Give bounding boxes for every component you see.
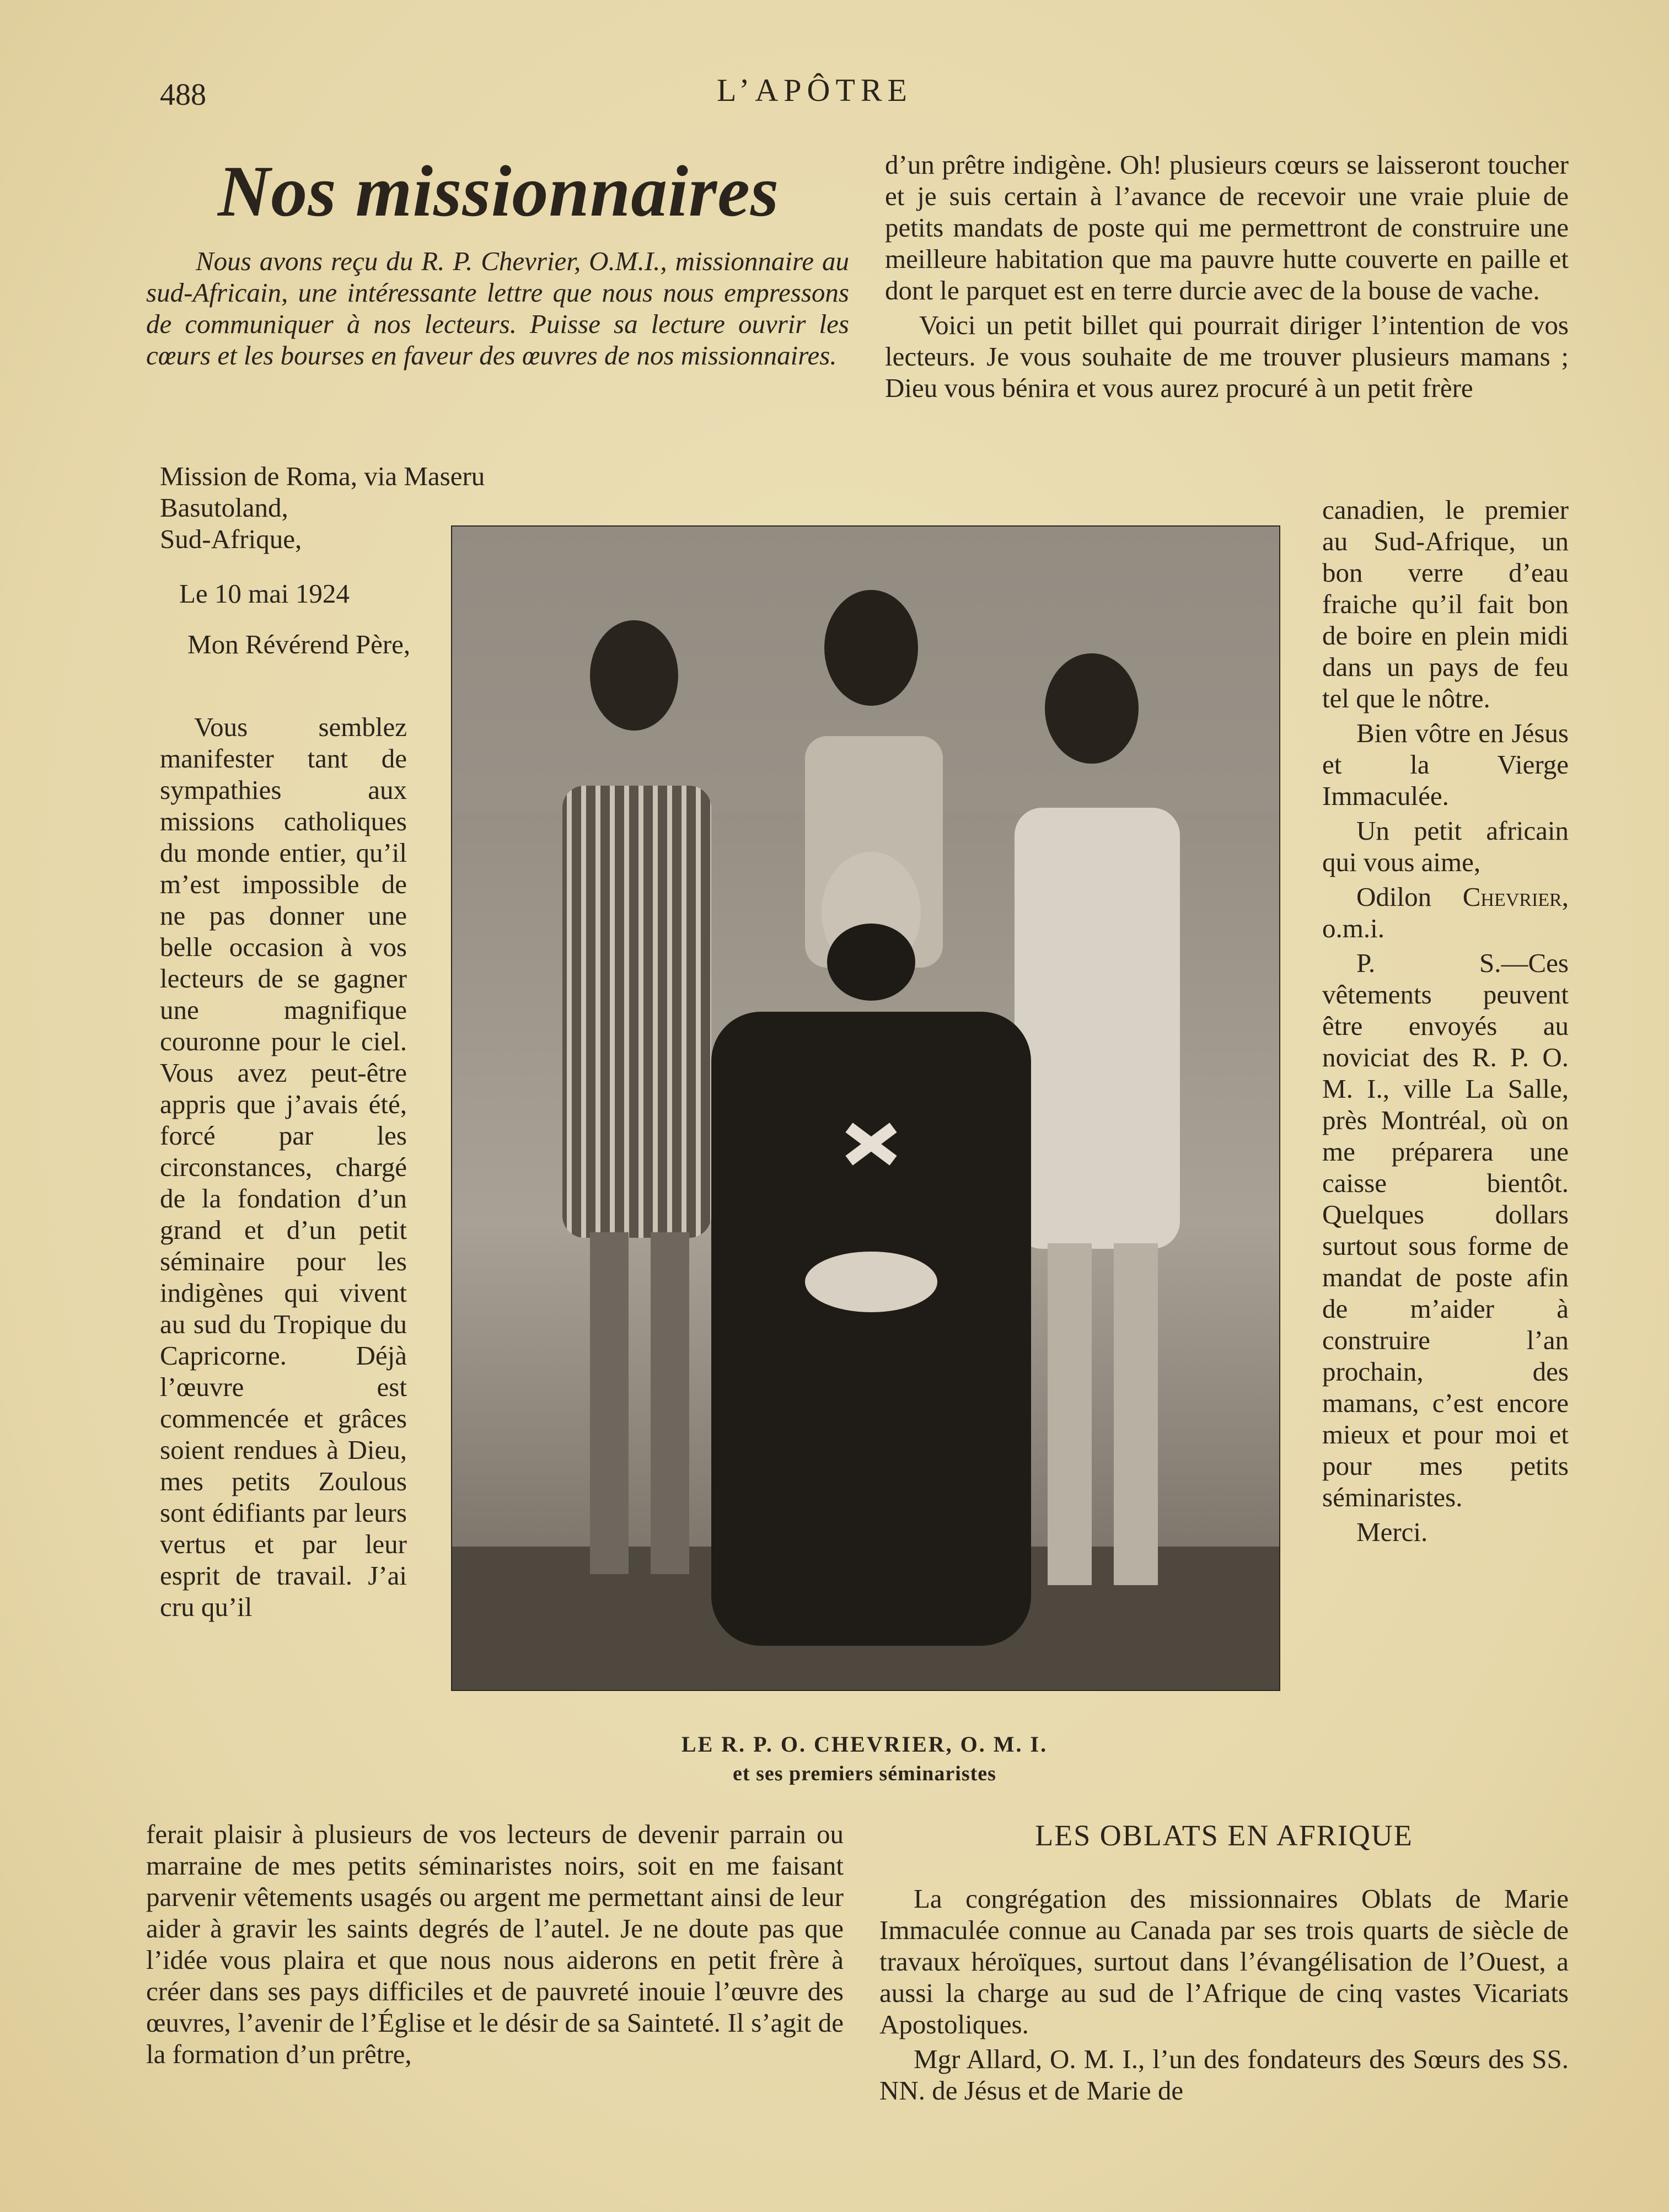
- letter-date: Le 10 mai 1924: [179, 578, 350, 609]
- letter-paragraph: ferait plaisir à plusieurs de vos lecteurs de devenir parrain ou marraine de mes petits séminaristes noirs, soit en me faisant parvenir vêtements usagés ou argent me permettant ainsi de leur aider à gravir les saints degrés de l’autel. Je ne doute pas que l’idée vous plaira et que nous nous aiderons en petit frère à créer dans ses pays difficiles et de pauvreté inouie l’œuvre des œuvres, l’avenir de l’Église et le désir de sa Sainteté. Il s’agit de la formation d’un prêtre,: [146, 1819, 844, 2069]
- letter-closing: Bien vôtre en Jésus et la Vierge Immaculée.: [1322, 718, 1569, 811]
- letter-signature: [1322, 881, 1569, 944]
- section-paragraph: La congrégation des missionnaires Oblats de Marie Immaculée connue au Canada par ses trois quarts de siècle de travaux héroïques, surtout dans l’évangélisation de l’Ouest, a aussi la charge au sud de l’Afrique de cinq vastes Vicariats Apostoliques.: [879, 1883, 1569, 2039]
- address-line: Sud-Afrique,: [160, 524, 302, 554]
- signature-surname: Chevrier: [1462, 882, 1562, 912]
- photo-illustration: [452, 527, 1279, 1690]
- running-title: L’APÔTRE: [717, 72, 913, 108]
- letter-paragraph: Voici un petit billet qui pourrait diriger l’intention de vos lecteurs. Je vous souhaite de me trouver plusieurs mamans ; Dieu vous bénira et vous aurez procuré à un petit frère: [885, 310, 1569, 403]
- letter-left-column: [160, 711, 407, 1626]
- letter-closing-2: Un petit africain qui vous aime,: [1322, 815, 1569, 877]
- letter-right-top: [885, 149, 1569, 407]
- letter-bottom-left: [146, 1818, 844, 2073]
- letter-paragraph: Vous semblez manifester tant de sympathies aux missions catholiques du monde entier, qu’il m’est impossible de ne pas donner une belle occasion à vos lecteurs de se gagner une magnifique couronne pour le ciel. Vous avez peut-être appris que j’avais été, forcé par les circonstances, chargé de la fondation d’un grand et d’un petit séminaire pour les indigènes qui vivent au sud du Tropique du Capricorne. Déjà l’œuvre est commencée et grâces soient rendues à Dieu, mes petits Zoulous sont édifiants par leurs vertus et par leur esprit de travail. J’ai cru qu’il: [160, 712, 407, 1622]
- letter-paragraph: canadien, le premier au Sud-Afrique, un bon verre d’eau fraiche qu’il fait bon de boire en plein midi dans un pays de feu tel que le nôtre.: [1322, 495, 1569, 713]
- photo-caption-subtitle: et ses premiers séminaristes: [733, 1762, 996, 1785]
- letter-thanks: Merci.: [1356, 1517, 1428, 1547]
- letter-salutation: Mon Révérend Père,: [187, 629, 411, 659]
- letter-paragraph: d’un prêtre indigène. Oh! plusieurs cœurs se laisseront toucher et je suis certain à l’avance de recevoir une vraie pluie de petits mandats de poste qui me permettront de construire une meilleure habitation que ma pauvre hutte couverte en paille et dont le parquet est en terre durcie avec de la bouse de vache.: [885, 149, 1569, 305]
- group-photograph: [451, 525, 1280, 1691]
- article-intro: Nous avons reçu du R. P. Chevrier, O.M.I., missionnaire au sud-Africain, une intéressante lettre que nous nous empressons de communiquer à nos lecteurs. Puisse sa lecture ouvrir les cœurs et les bourses en faveur des œuvres de nos missionnaires.: [146, 246, 849, 371]
- page-number: 488: [160, 78, 206, 112]
- letter-right-narrow: [1322, 494, 1569, 1551]
- letter-postscript: P. S.—Ces vêtements peuvent être envoyés au noviciat des R. P. O. M. I., ville La Salle, près Montréal, où on me préparera une caisse bientôt. Quelques dollars surtout sous forme de mandat de poste afin de m’aider à construire l’an prochain, des mamans, c’est encore mieux et pour moi et pour mes petits séminaristes.: [1322, 948, 1569, 1512]
- section-paragraph: Mgr Allard, O. M. I., l’un des fondateurs des Sœurs des SS. NN. de Jésus et de Marie de: [879, 2044, 1569, 2106]
- signature-suffix: , o.m.i.: [1322, 882, 1569, 943]
- section-heading: LES OBLATS EN AFRIQUE: [1035, 1819, 1413, 1852]
- address-line: Basutoland,: [160, 492, 288, 523]
- photo-caption-title: LE R. P. O. CHEVRIER, O. M. I.: [681, 1732, 1048, 1757]
- section-body: [879, 1883, 1569, 2109]
- article-title: Nos missionnaires: [218, 151, 780, 232]
- address-line: Mission de Roma, via Maseru: [160, 461, 485, 491]
- signature-name: Odilon: [1356, 882, 1463, 912]
